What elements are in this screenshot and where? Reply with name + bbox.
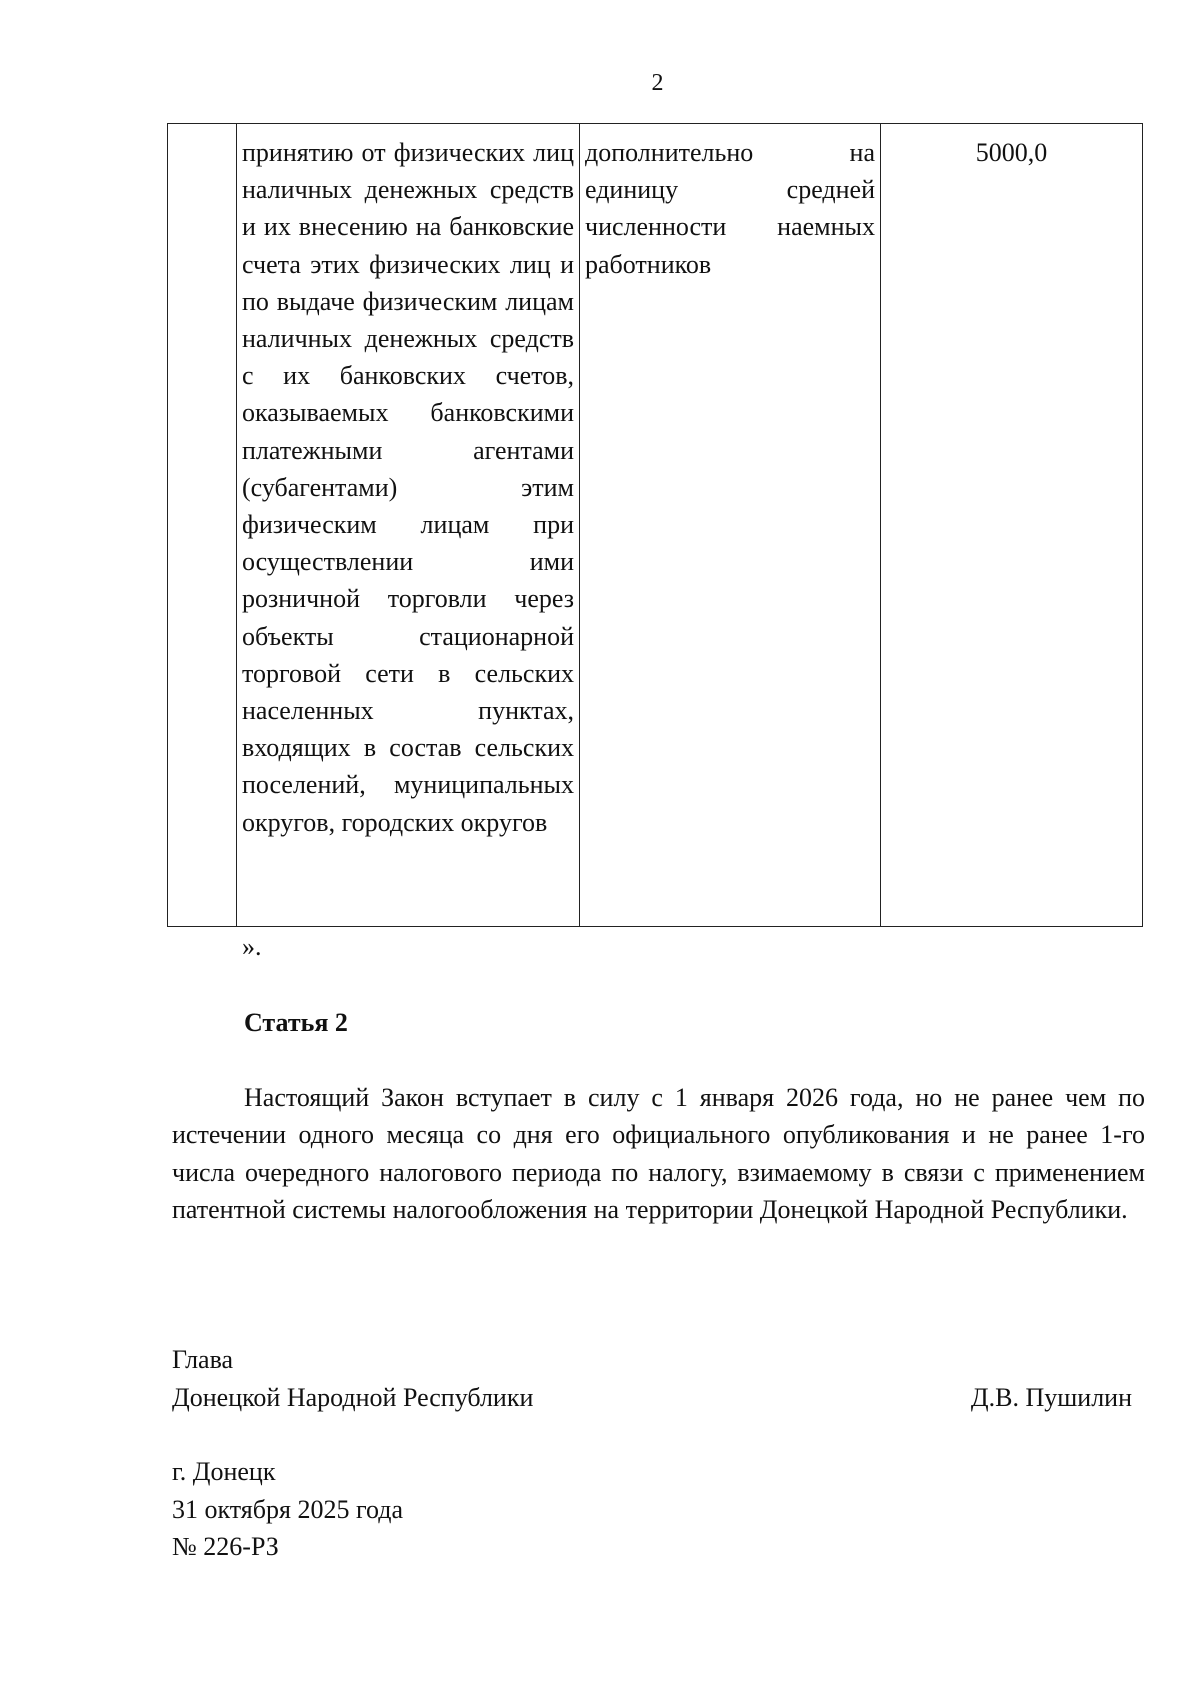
- signature-row: [172, 1379, 1132, 1417]
- signatory-name: Д.В. Пушилин: [970, 1382, 1132, 1412]
- place-date-block: [172, 1453, 403, 1566]
- table-cell-indicator: дополнительно на единицу средней численности наемных работников: [580, 124, 881, 927]
- closing-quote: ».: [242, 932, 262, 961]
- signature-title-line1: Глава: [172, 1345, 234, 1374]
- page-number: 2: [651, 70, 664, 96]
- article-heading: Статья 2: [244, 1008, 348, 1037]
- tariff-table: [167, 123, 1143, 927]
- signature-block: [172, 1341, 1132, 1416]
- law-number: № 226-РЗ: [172, 1532, 279, 1561]
- table-cell-amount: 5000,0: [881, 124, 1143, 927]
- date: 31 октября 2025 года: [172, 1494, 403, 1524]
- table-row: [168, 124, 1143, 927]
- place: г. Донецк: [172, 1457, 276, 1486]
- table-cell-number: [168, 124, 237, 927]
- signature-title-line2: Донецкой Народной Республики: [172, 1382, 534, 1412]
- table-cell-activity: принятию от физических лиц наличных денежных средств и их внесению на банковские счета этих физических лиц и по выдаче физическим лицам наличных денежных средств с их банковских счетов, оказываемых банковскими платежными агентами (субагентами) этим физическим лицам при осуществлении ими розничной торговли через объекты стационарной торговой сети в сельских населенных пунктах, входящих в состав сельских поселений, муниципальных округов, городских округов: [237, 124, 580, 927]
- article-text: Настоящий Закон вступает в силу с 1 января 2026 года, но не ранее чем по истечении одного месяца со дня его официального опубликования и не ранее 1-го числа очередного налогового периода по налогу, взимаемому в связи с применением патентной системы налогообложения на территории Донецкой Народной Республики.: [172, 1083, 1145, 1225]
